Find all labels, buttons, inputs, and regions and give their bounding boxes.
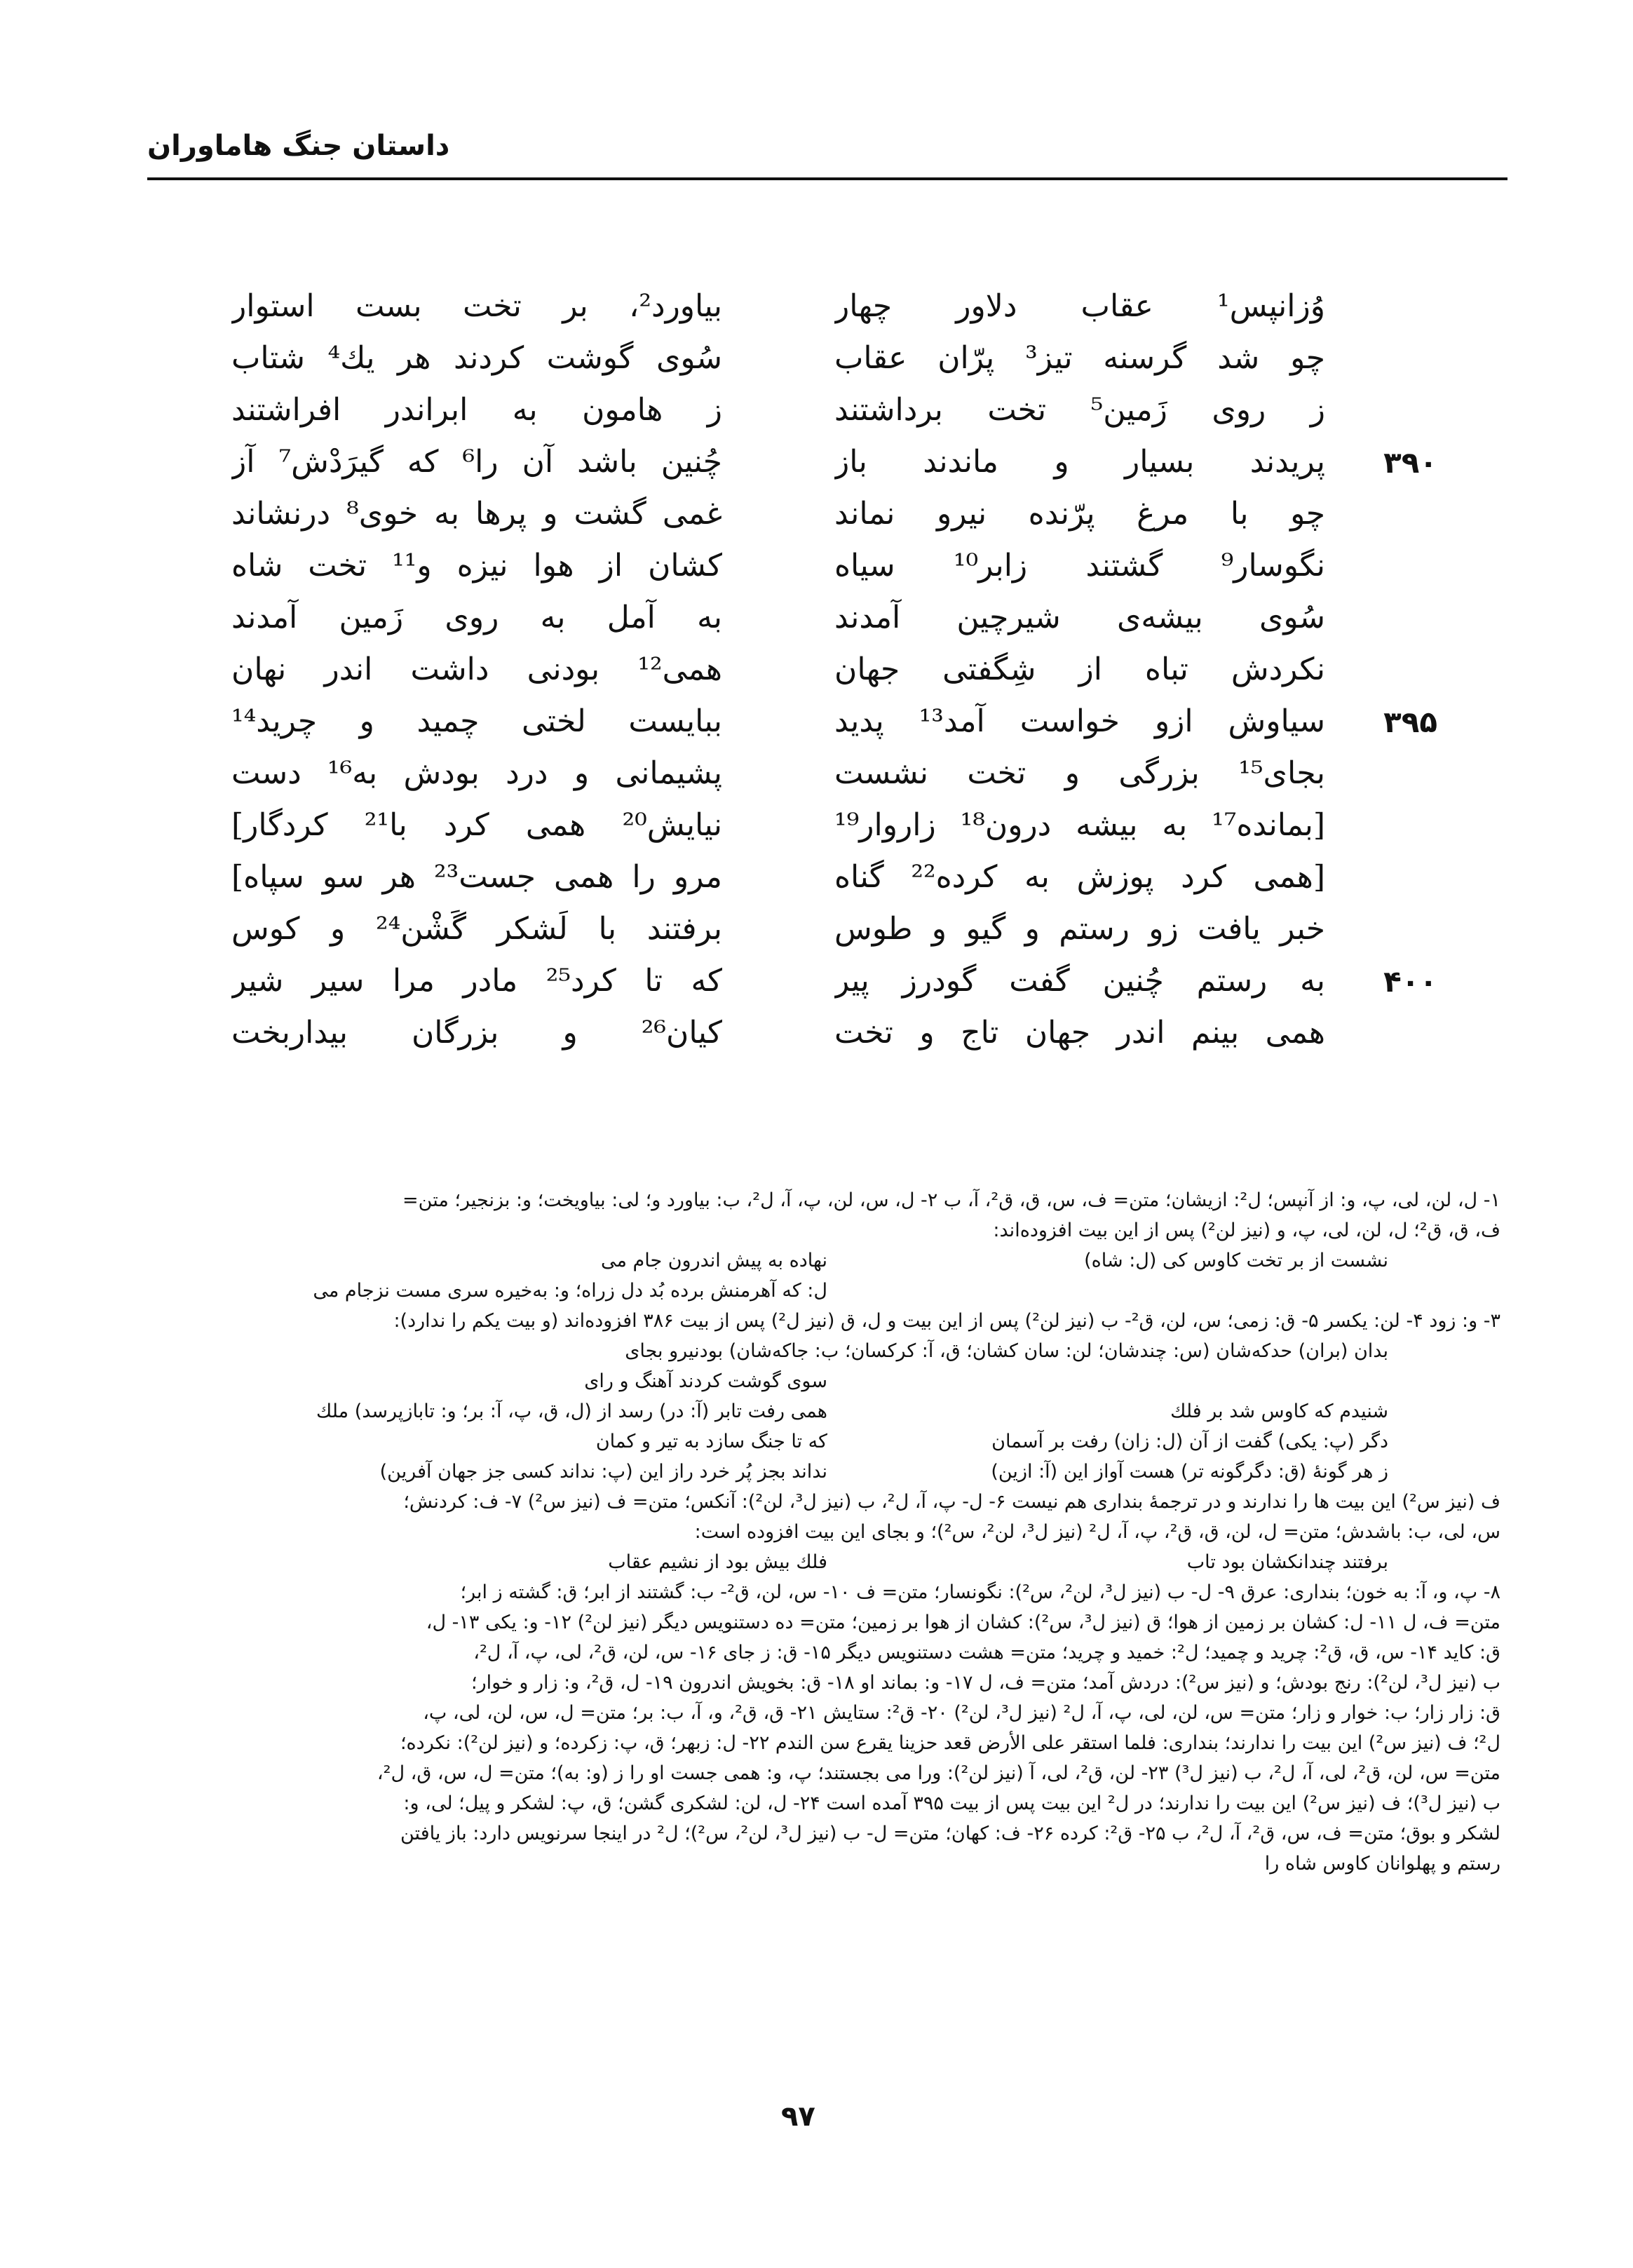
footnote-hemistich-left: که تا جنگ سازد به تیر و کمان <box>595 1431 827 1452</box>
page-number: ۹۷ <box>781 2100 815 2133</box>
hemistich-right: نگوسار⁹ گشتند زابر¹⁰ سیاه <box>834 548 1325 583</box>
verse-row <box>231 332 1437 384</box>
verse-row <box>231 384 1437 436</box>
running-head-title: داستان جنگ هاماوران <box>147 130 450 162</box>
footnote-hemistich-right: برفتند چندانکشان بود تاب <box>1186 1551 1388 1573</box>
hemistich-left: برفتند با لَشکر گَشْن²⁴ و کوس <box>231 911 722 947</box>
verse-row <box>231 799 1437 851</box>
hemistich-right: بجای¹⁵ بزرگی و تخت نشست <box>834 755 1325 791</box>
hemistich-right: نکردش تباه از شِگفتی جهان <box>834 652 1325 687</box>
footnote-line: ۳- و: زود ۴- لن: یکسر ۵- ق: زمی؛ س، لن، ق²- ب (نیز لن²) پس از این بیت و ل، ق (نیز ل²) پس از بیت ۳۸۶ افزوده‌اند (و بیت یکم را ندارد): <box>393 1310 1500 1332</box>
hemistich-left: که تا کرد²⁵ مادر مرا سیر شیر <box>231 963 722 999</box>
hemistich-right: وُزانپس¹ عقاب دلاور چهار <box>834 288 1325 324</box>
verse-row <box>231 903 1437 955</box>
footnote-verse <box>147 1457 1500 1487</box>
footnote-line: ق: زار زار؛ ب: خوار و زار؛ متن= س، لن، لی، پ، آ، ل² (نیز ل³، لن²) ۲۰- ق²: ستایش ۲۱- ق، ق²، و، آ، ب: بر؛ متن= ل، س، لن، لی، پ، <box>423 1702 1500 1724</box>
footnote-verse-variant <box>147 1276 1500 1306</box>
hemistich-right: پریدند بسیار و ماندند باز <box>834 444 1325 480</box>
verse-number: ۳۹۰ <box>1383 445 1437 480</box>
footnote-hemistich-left: سوی گوشت کردند آهنگ و رای <box>584 1370 827 1392</box>
verse-row <box>231 748 1437 799</box>
footnote-hemistich-left: نهاده به پیش اندرون جام می <box>600 1250 827 1271</box>
footnote-hemistich-left: فلك بیش بود از نشیم عقاب <box>608 1551 827 1573</box>
hemistich-left: کشان از هوا نیزه و¹¹ تخت شاه <box>231 548 722 583</box>
footnote-hemistich-right: ز هر گونهٔ (ق: دگرگونه تر) هست آواز این (آ: ازین) <box>991 1461 1388 1483</box>
hemistich-left: ز هامون به ابراندر افراشتند <box>231 392 722 428</box>
hemistich-right: ز روی زَمین⁵ تخت برداشتند <box>834 392 1325 428</box>
footnote-line: رستم و پهلوانان کاوس شاه را <box>1264 1853 1500 1875</box>
hemistich-left: به آمل به روی زَمین آمدند <box>231 600 722 635</box>
footnote-line: ب (نیز ل³، لن²): رنج بودش؛ و (نیز س²): دردش آمد؛ متن= ف، ل ۱۷- و: بماند او ۱۸- ق: بخویش اندرون ۱۹- ل، ق²، و: زار و خوار؛ <box>471 1672 1500 1694</box>
header-rule <box>147 177 1507 180</box>
hemistich-left: غمی گشت و پرها به خوی⁸ درنشاند <box>231 496 722 532</box>
hemistich-left: ببایست لختی چمید و چرید¹⁴ <box>231 703 722 739</box>
hemistich-left: همی¹² بودنی داشت اندر نهان <box>231 652 722 687</box>
hemistich-right: چو با مرغ پرّنده نیرو نماند <box>834 496 1325 532</box>
hemistich-right: سُوی بیشه‌ی شیرچین آمدند <box>834 600 1325 635</box>
hemistich-right: سیاوش ازو خواست آمد¹³ پدید <box>834 703 1325 739</box>
hemistich-left: کیان²⁶ و بزرگان بیداربخت <box>231 1015 722 1051</box>
footnote-line: ق: کاید ۱۴- س، ق، ق²: چرید و چمید؛ ل²: خمید و چرید؛ متن= هشت دستنویس دیگر ۱۵- ق: ز جای ۱۶- س، لن، ق²، لی، پ، آ، ل²، <box>473 1642 1500 1663</box>
hemistich-right: [بمانده¹⁷ به بیشه درون¹⁸ زاروار¹⁹ <box>834 807 1325 843</box>
footnote-hemistich-right: دگر (پ: یکی) گفت از آن (ل: زان) رفت بر آسمان <box>991 1431 1388 1452</box>
footnote-line: متن= ف، ل ۱۱- ل: کشان بر زمین از هوا؛ ق (نیز ل³، س²): کشان از هوا بر زمین؛ متن= ده دستنویس دیگر (نیز لن²) ۱۲- و: یکی ۱۳- ل، <box>426 1612 1500 1633</box>
verse-row <box>231 488 1437 540</box>
footnote-hemistich-left: نداند بجز پُر خرد راز این (پ: نداند کسی جز جهان آفرین) <box>379 1461 827 1483</box>
footnote-verse <box>147 1547 1500 1577</box>
hemistich-left: پشیمانی و درد بودش به¹⁶ دست <box>231 755 722 791</box>
verse-row <box>231 281 1437 332</box>
footnote-hemistich-left: همی رفت تابر (آ: در) رسد از (ل، ق، پ، آ: بر؛ و: تابازپرسد) ملك <box>316 1400 827 1422</box>
hemistich-right: خبر یافت زو رستم و گیو و طوس <box>834 911 1325 947</box>
footnote-line: متن= س، لن، ق²، لی، آ، ل²، ب (نیز ل³) ۲۳- لن، ق²، لی، آ (نیز لن²): ورا می بجستند؛ پ، و: همی جست او را ز (و: به)؛ متن= ل، س، ق، ل²، <box>377 1762 1500 1784</box>
hemistich-right: [همی کرد پوزش به کرده²² گناه <box>834 859 1325 895</box>
verse-row <box>231 592 1437 644</box>
verse-row <box>231 436 1437 488</box>
footnote-verse <box>147 1396 1500 1426</box>
hemistich-right: به رستم چُنین گفت گودرز پیر <box>834 963 1325 999</box>
footnote-line: ف، ق، ق²؛ ل، لن، لی، پ، و (نیز لن²) پس از این بیت افزوده‌اند: <box>993 1220 1500 1241</box>
footnote-verse <box>147 1366 1500 1396</box>
hemistich-right: همی بینم اندر جهان تاج و تخت <box>834 1015 1325 1051</box>
hemistich-left: نیایش²⁰ همی کرد با²¹ کردگار] <box>231 807 722 843</box>
footnote-verse <box>147 1426 1500 1457</box>
verse-row <box>231 955 1437 1007</box>
footnote-line: ب (نیز ل³)؛ ف (نیز س²) این بیت را ندارند؛ در ل² این بیت پس از بیت ۳۹۵ آمده است ۲۴- ل، لن: لشکری گشن؛ ق، پ: لشکر و پیل؛ لی، و: <box>403 1793 1500 1814</box>
hemistich-left: مرو را همی جست²³ هر سو سپاه] <box>231 859 722 895</box>
footnote-line: بدان (بران) حدکه‌شان (س: چندشان؛ لن: سان کشان؛ ق، آ: کرکسان؛ ب: جاکه‌شان) بودنیرو بجای <box>625 1340 1388 1362</box>
footnote-line: ف (نیز س²) این بیت ها را ندارند و در ترجمهٔ بنداری هم نیست ۶- ل- پ، آ، ل²، ب (نیز ل³، لن²): آنکس؛ متن= ف (نیز س²) ۷- ف: کردنش؛ <box>403 1491 1500 1513</box>
verse-row <box>231 644 1437 696</box>
footnote-hemistich-right: نشست از بر تخت کاوس کی (ل: شاه) <box>1084 1250 1388 1271</box>
footnote-hemistich-right: شنیدم که کاوس شد بر فلك <box>1170 1400 1388 1422</box>
footnote-variant: ل: که آهرمنش برده بُد دل زراه؛ و: به‌خیره سری مست نزجام می <box>313 1280 827 1302</box>
hemistich-right: چو شد گرسنه تیز³ پرّان عقاب <box>834 340 1325 376</box>
footnote-line: ۱- ل، لن، لی، پ، و: از آنپس؛ ل²: ازیشان؛ متن= ف، س، ق، ق²، آ، ب ۲- ل، س، لن، پ، آ، ل²، ب: بیاورد و؛ لی: بیاویخت؛ و: بزنجیر؛ متن= <box>402 1189 1500 1211</box>
footnote-line: لشکر و بوق؛ متن= ف، س، ق²، آ، ل²، ب ۲۵- ق²: کرده ۲۶- ف: کهان؛ متن= ل- ب (نیز ل³، لن²، س²)؛ ل² در اینجا سرنویس دارد: باز یافتن <box>400 1823 1500 1844</box>
verse-number: ۴۰۰ <box>1383 964 1437 999</box>
hemistich-left: چُنین باشد آن را⁶ که گیرَدْش⁷ آز <box>231 444 722 480</box>
verse-row <box>231 1007 1437 1059</box>
verse-number: ۳۹۵ <box>1383 704 1437 739</box>
footnotes <box>147 1185 1500 1879</box>
verse-row <box>231 540 1437 592</box>
footnote-line: ۸- پ، و، آ: به خون؛ بنداری: عرق ۹- ل- ب (نیز ل³، لن²، س²): نگونسار؛ متن= ف ۱۰- س، لن، ق²- ب: گشتند از ابر؛ ق: گشته ز ابر؛ <box>460 1581 1500 1603</box>
poem-verses <box>231 281 1437 1087</box>
hemistich-left: بیاورد²، بر تخت بست استوار <box>231 288 722 324</box>
verse-row <box>231 851 1437 903</box>
footnote-line: س، لی، ب: باشدش؛ متن= ل، لن، ق، ق²، پ، آ، ل² (نیز ل³، لن²، س²)؛ و بجای این بیت افزوده است: <box>694 1521 1500 1543</box>
verse-row <box>231 696 1437 748</box>
footnote-line: ل²؛ ف (نیز س²) این بیت را ندارند؛ بنداری: فلما استقر علی الأرض قعد حزینا یقرع سن الندم ۲۲- ل: زبهر؛ ق، پ: زکرده؛ و (نیز لن²): نکرده؛ <box>400 1732 1500 1754</box>
hemistich-left: سُوی گوشت کردند هر یك⁴ شتاب <box>231 340 722 376</box>
footnote-verse <box>147 1246 1500 1276</box>
